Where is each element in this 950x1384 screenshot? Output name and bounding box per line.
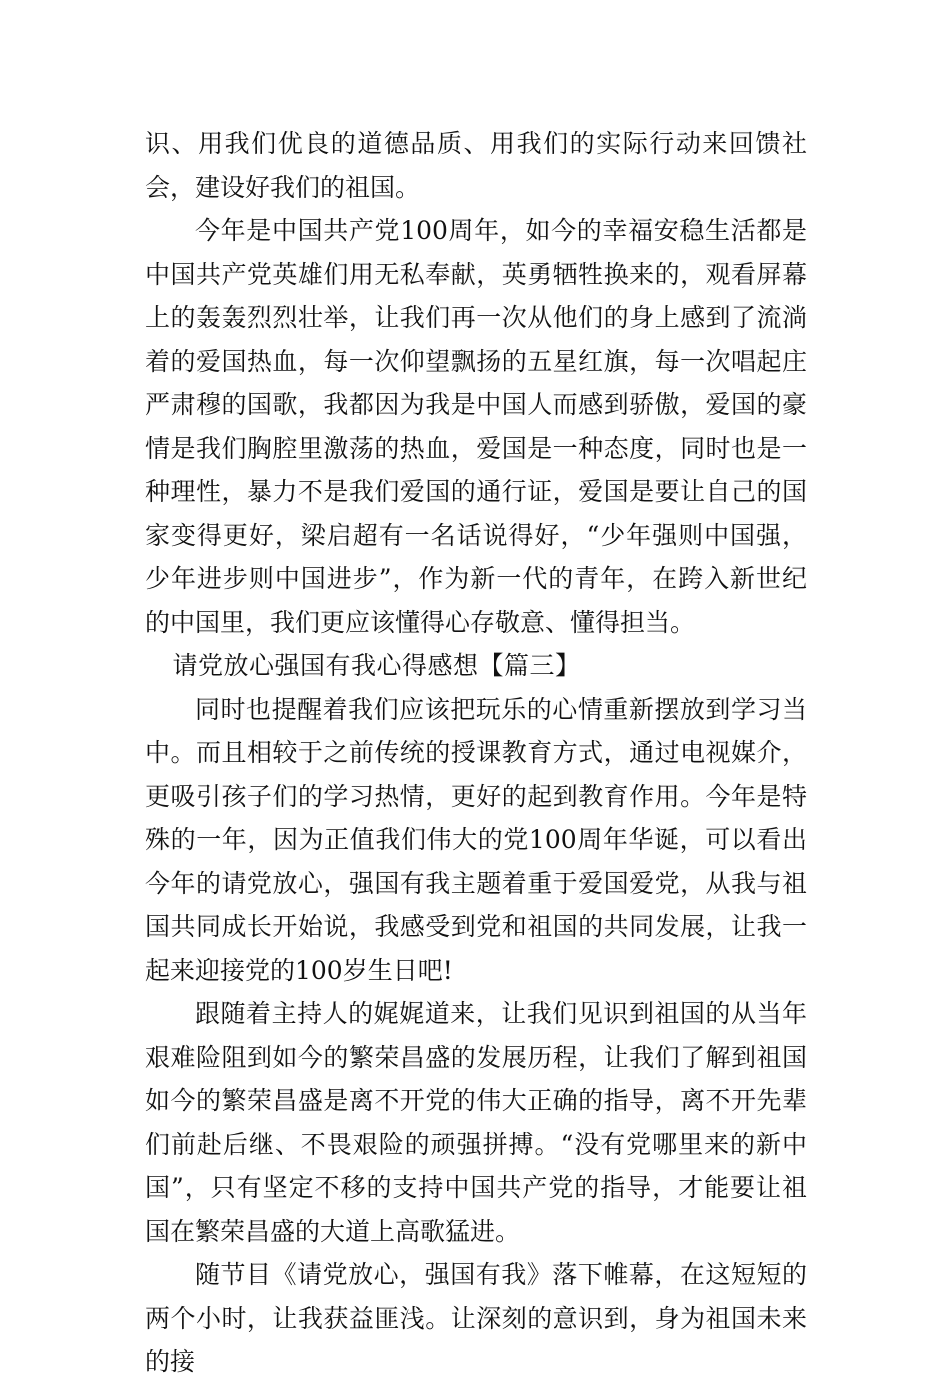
document-page bbox=[145, 122, 807, 1384]
paragraph-party-centenary: 今年是中国共产党100周年，如今的幸福安稳生活都是中国共产党英雄们用无私奉献，英勇牺牲换来的，观看屏幕上的轰轰烈烈壮举，让我们再一次从他们的身上感到了流淌着的爱国热血，每一次仰望飘扬的五星红旗，每一次唱起庄严肃穆的国歌，我都因为我是中国人而感到骄傲，爱国的豪情是我们胸腔里激荡的热血，爱国是一种态度，同时也是一种理性，暴力不是我们爱国的通行证，爱国是要让自己的国家变得更好，梁启超有一名话说得好，“少年强则中国强，少年进步则中国进步”，作为新一代的青年，在跨入新世纪的中国里，我们更应该懂得心存敬意、懂得担当。 bbox=[145, 216, 807, 637]
paragraph-program-end: 随节目《请党放心，强国有我》落下帷幕，在这短短的两个小时，让我获益匪浅。让深刻的意识到，身为祖国未来的接 bbox=[145, 1260, 807, 1376]
paragraph-host-narration: 跟随着主持人的娓娓道来，让我们见识到祖国的从当年艰难险阻到如今的繁荣昌盛的发展历程，让我们了解到祖国如今的繁荣昌盛是离不开党的伟大正确的指导，离不开先辈们前赴后继、不畏艰险的顽强拼搏。“没有党哪里来的新中国”，只有坚定不移的支持中国共产党的指导，才能要让祖国在繁荣昌盛的大道上高歌猛进。 bbox=[145, 999, 807, 1246]
paragraph-continuation: 识、用我们优良的道德品质、用我们的实际行动来回馈社会，建设好我们的祖国。 bbox=[145, 129, 807, 202]
paragraph-study-reminder: 同时也提醒着我们应该把玩乐的心情重新摆放到学习当中。而且相较于之前传统的授课教育方式，通过电视媒介，更吸引孩子们的学习热情，更好的起到教育作用。今年是特殊的一年，因为正值我们伟大的党100周年华诞，可以看出今年的请党放心，强国有我主题着重于爱国爱党，从我与祖国共同成长开始说，我感受到党和祖国的共同发展，让我一起来迎接党的100岁生日吧! bbox=[145, 694, 807, 985]
section-heading: 请党放心强国有我心得感想【篇三】 bbox=[172, 651, 581, 680]
